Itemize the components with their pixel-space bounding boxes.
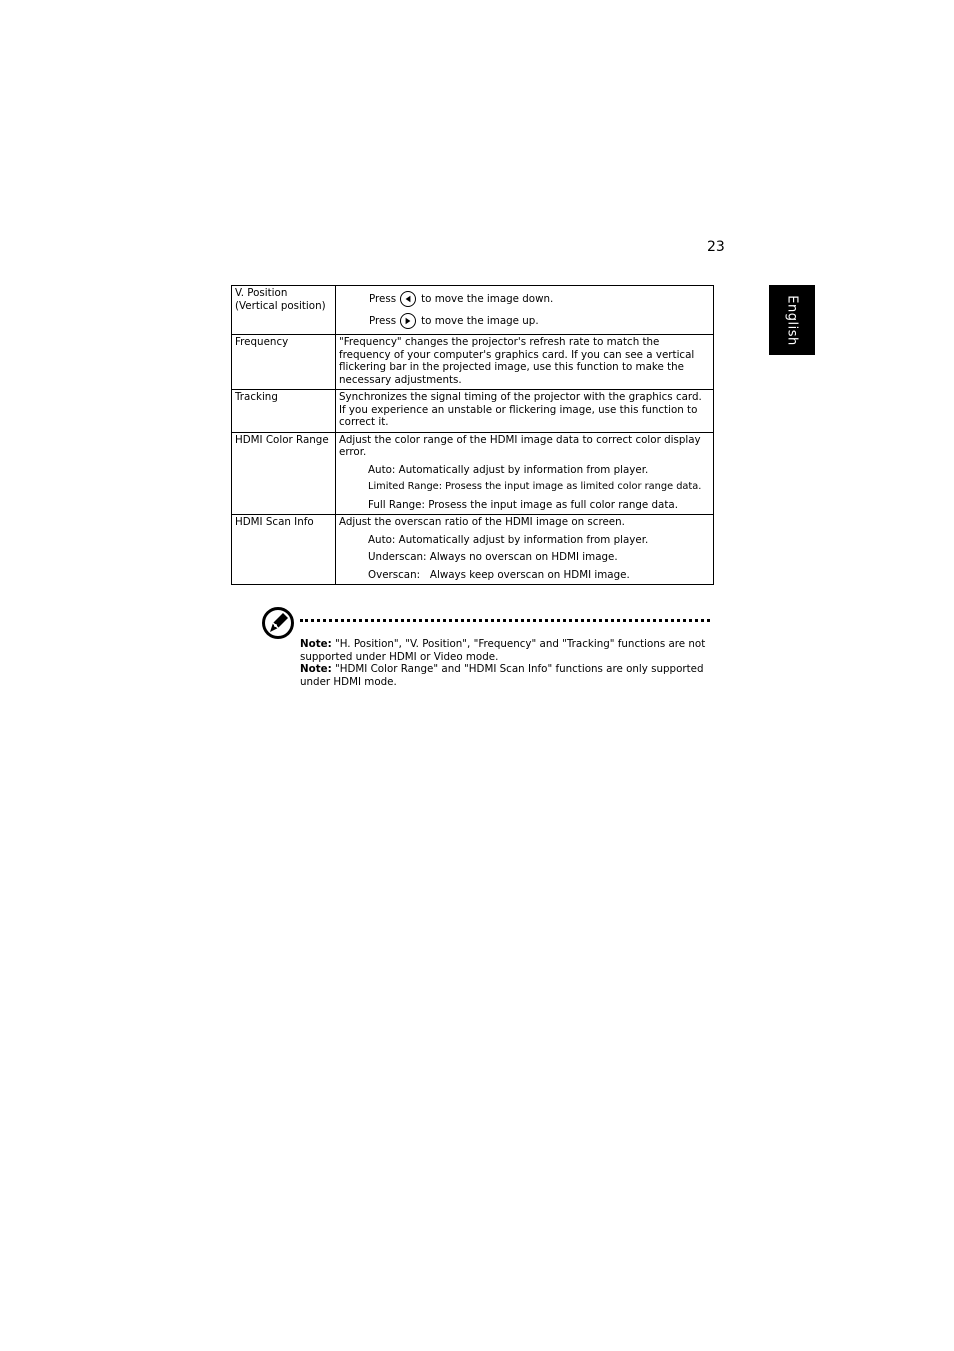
settings-table bbox=[231, 285, 714, 585]
note-label: Note: bbox=[300, 638, 332, 650]
press-right-line bbox=[369, 311, 711, 331]
press-left-line bbox=[369, 289, 711, 309]
row-description bbox=[336, 286, 714, 335]
note-block bbox=[300, 638, 710, 689]
option-limited-range: Limited Range: Prosess the input image as limited color range data. bbox=[368, 481, 702, 492]
press-left-text: to move the image down. bbox=[421, 292, 554, 305]
row-description: "Frequency" changes the projector's refresh rate to match the frequency of your computer's graphics card. If you can see a vertical flickering bar in the projected image, use this function to make the necessary adjustments. bbox=[336, 335, 714, 390]
note-text: "HDMI Color Range" and "HDMI Scan Info" functions are only supported under HDMI mode. bbox=[300, 663, 704, 689]
table-row bbox=[232, 390, 714, 433]
row-label: HDMI Scan Info bbox=[232, 515, 336, 585]
row-label: Tracking bbox=[232, 390, 336, 433]
note-pen-icon bbox=[261, 606, 295, 640]
row-description: Synchronizes the signal timing of the projector with the graphics card. If you experience an unstable or flickering image, use this function to correct it. bbox=[336, 390, 714, 433]
row-description-text: Adjust the overscan ratio of the HDMI image on screen. bbox=[339, 516, 625, 528]
option-overscan: Overscan: Always keep overscan on HDMI image. bbox=[368, 568, 630, 581]
option-underscan: Underscan: Always no overscan on HDMI image. bbox=[368, 551, 618, 563]
table-row bbox=[232, 286, 714, 335]
language-tab bbox=[769, 285, 815, 355]
row-label: HDMI Color Range bbox=[232, 432, 336, 515]
note-item bbox=[300, 663, 710, 688]
row-label: Frequency bbox=[232, 335, 336, 390]
note-text: "H. Position", "V. Position", "Frequency" and "Tracking" functions are not supported under HDMI or Video mode. bbox=[300, 638, 706, 663]
row-description bbox=[336, 432, 714, 515]
table-row bbox=[232, 515, 714, 585]
table-row bbox=[232, 335, 714, 390]
page-number: 23 bbox=[707, 239, 725, 255]
language-tab-label: English bbox=[784, 294, 800, 346]
option-auto: Auto: Automatically adjust by information from player. bbox=[368, 463, 649, 476]
option-auto: Auto: Automatically adjust by information from player. bbox=[368, 533, 649, 546]
note-item bbox=[300, 638, 710, 663]
press-word: Press bbox=[369, 292, 397, 305]
row-description bbox=[336, 515, 714, 585]
note-divider bbox=[300, 619, 710, 622]
option-full-range: Full Range: Prosess the input image as full color range data. bbox=[368, 498, 678, 511]
note-label: Note: bbox=[300, 663, 332, 676]
row-label: V. Position (Vertical position) bbox=[232, 286, 336, 335]
press-right-text: to move the image up. bbox=[421, 314, 539, 327]
row-description-text: Adjust the color range of the HDMI image data to correct color display error. bbox=[339, 433, 701, 458]
press-word: Press bbox=[369, 314, 397, 327]
table-row bbox=[232, 432, 714, 515]
left-arrow-button-icon bbox=[400, 291, 416, 307]
right-arrow-button-icon bbox=[400, 313, 416, 329]
